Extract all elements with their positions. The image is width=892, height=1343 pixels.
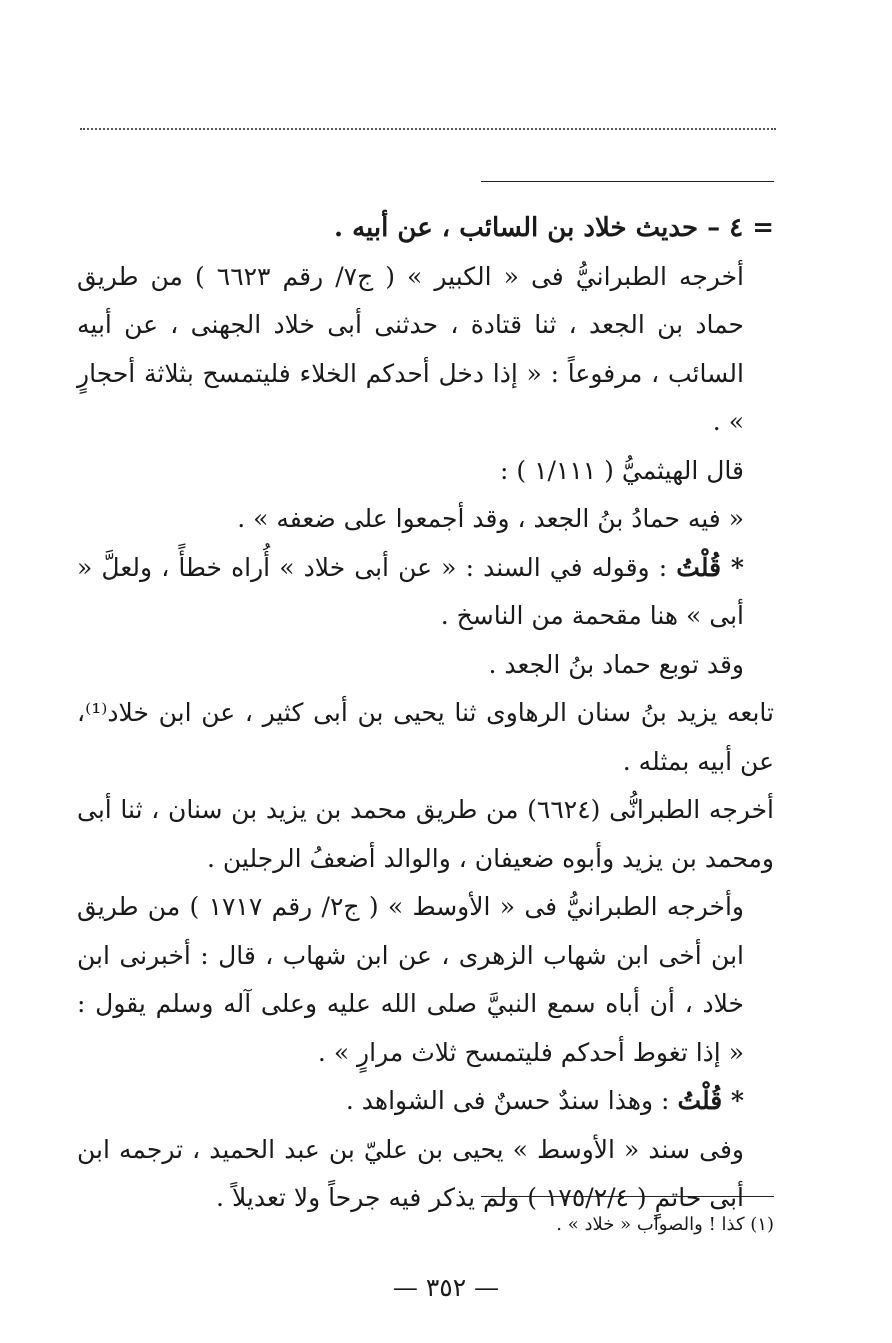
- paragraph-4: [77, 544, 774, 641]
- qultu-label: * قُلْتُ: [677, 1086, 744, 1115]
- page-number: — ٣٥٢ —: [392, 1273, 500, 1302]
- paragraph-6: تابعه يزيد بنُ سنان الرهاوى ثنا يحيى بن أبى كثير ، عن ابن خلاد⁽¹⁾، عن أبيه بمثله .: [77, 698, 774, 776]
- paragraph-2: قال الهيثميُّ ( ١/١١١ ) :: [499, 455, 744, 485]
- dotted-separator: [80, 128, 776, 130]
- paragraph-1: أخرجه الطبرانيُّ فى « الكبير » ( ج٧/ رقم ٦٦٢٣ ) من طريق حماد بن الجعد ، ثنا قتادة ، حدثنى أبى خلاد الجهنى ، عن أبيه السائب ، مرفوعاً : « إذا دخل أحدكم الخلاء فليتمسح بثلاثة أحجارٍ » .: [77, 261, 745, 436]
- paragraph-9-text: : وهذا سندٌ حسنٌ فى الشواهد .: [345, 1086, 670, 1115]
- hadith-heading: = ٤ – حديث خلاد بن السائب ، عن أبيه .: [334, 213, 774, 243]
- paragraph-7: أخرجه الطبرانُّى (٦٦٢٤) من طريق محمد بن يزيد بن سنان ، ثنا أبى ومحمد بن يزيد وأبوه ضعيفان ، والوالد أضعفُ الرجلين .: [77, 795, 774, 873]
- section-rule: [481, 181, 774, 182]
- paragraph-10: وفى سند « الأوسط » يحيى بن عليّ بن عبد الحميد ، ترجمه ابن أبى حاتمٍ ( ١٧٥/٢/٤ ) ولم يذكر فيه جرحاً ولا تعديلاً .: [77, 1134, 744, 1212]
- paragraph-4-text: : وقوله في السند : « عن أبى خلاد » أُراه خطأً ، ولعلَّ « أبى » هنا مقحمة من الناسخ .: [77, 552, 744, 630]
- paragraph-3: « فيه حمادُ بنُ الجعد ، وقد أجمعوا على ضعفه » .: [237, 504, 744, 533]
- paragraph-8: وأخرجه الطبرانيُّ فى « الأوسط » ( ج٢/ رقم ١٧١٧ ) من طريق ابن أخى ابن شهاب الزهرى ، عن ابن شهاب ، قال : أخبرنى ابن خلاد ، أن أباه سمع النبيَّ صلى الله عليه وعلى آله وسلم يقول : « إذا تغوط أحدكم فليتمسح ثلاث مرارٍ » .: [77, 892, 744, 1067]
- qultu-label: * قُلْتُ: [676, 552, 744, 582]
- footnote-rule: [481, 1196, 774, 1197]
- main-text: [77, 204, 774, 1223]
- footnote: (١) كذا ! والصواب « خلاد » .: [556, 1214, 774, 1235]
- paragraph-5: وقد توبع حماد بنُ الجعد .: [488, 649, 744, 679]
- paragraph-9: [77, 1077, 774, 1126]
